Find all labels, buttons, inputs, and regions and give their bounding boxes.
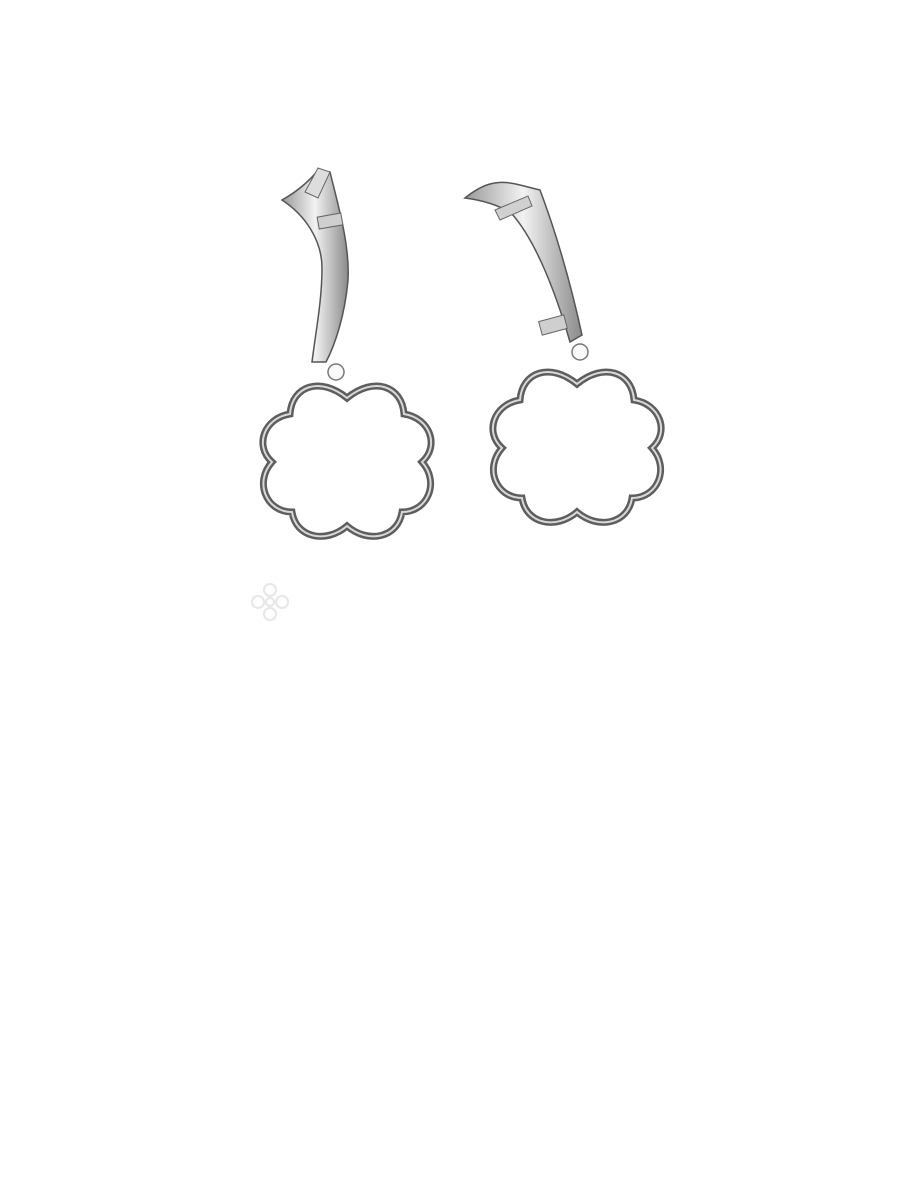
right-earring: [465, 182, 661, 522]
left-earring: [263, 168, 431, 536]
barcode: [372, 1034, 612, 1097]
